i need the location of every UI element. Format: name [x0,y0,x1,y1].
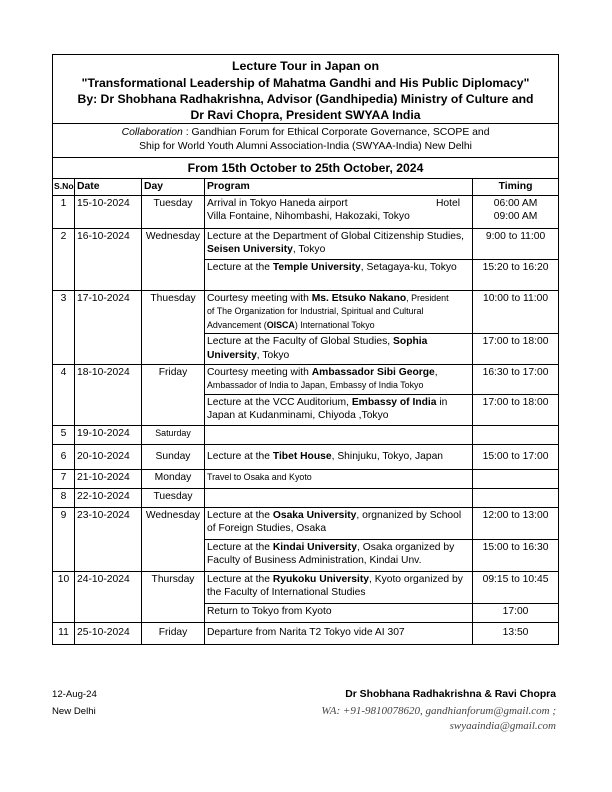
table-row [53,290,559,334]
row-program [205,507,473,539]
table-row [53,571,559,603]
venue-name: Kindai University [272,541,357,553]
row-timing [473,469,559,488]
row-date: 18-10-2024 [75,364,142,425]
table-row [53,507,559,539]
table-row [53,488,559,507]
person-name: Ambassador Sibi George [311,366,435,378]
row-sno: 7 [53,469,75,488]
collaboration-label: Collaboration [121,127,183,138]
row-sno: 2 [53,228,75,290]
row-day: Monday [142,469,205,488]
col-program: Program [205,179,473,196]
row-day: Wednesday [142,507,205,571]
row-timing: 12:00 to 13:00 [473,507,559,539]
program-text: Lecture at the [207,573,273,585]
program-text: Courtesy meeting with [207,366,312,378]
program-text: , orgnanized by School of Foreign Studies, Osaka [207,509,462,535]
row-timing: 09:15 to 10:45 [473,571,559,603]
row-sno: 3 [53,290,75,364]
row-timing: 15:20 to 16:20 [473,259,559,290]
row-timing: 15:00 to 17:00 [473,444,559,469]
row-day: Tuesday [142,195,205,228]
footer-contact-line-1: WA: +91-9810078620, gandhianforum@gmail.com ; [321,705,556,717]
footer-date-place [52,688,97,718]
row-program [205,290,473,334]
venue-name: Ryukoku University [272,573,369,585]
program-text: Ambassador of India to Japan, Embassy of India Tokyo [207,380,424,391]
row-date: 20-10-2024 [75,444,142,469]
row-timing: 13:50 [473,622,559,644]
row-date: 25-10-2024 [75,622,142,644]
program-text: , [434,366,438,378]
row-program [205,425,473,444]
row-program [205,539,473,571]
col-timing: Timing [473,179,559,196]
program-text: , Osaka organized by Faculty of Business Administration, Kindai Unv. [207,541,455,567]
row-day: Friday [142,364,205,425]
program-text: , Tokyo [292,244,326,256]
byline-2: Dr Ravi Chopra, President SWYAA India [53,107,559,124]
program-text: , Shinjuku, Tokyo, Japan [331,450,444,462]
date-range: From 15th October to 25th October, 2024 [53,158,559,179]
venue-name: Osaka University [272,509,357,521]
row-sno: 8 [53,488,75,507]
col-sno: S.No [53,179,75,196]
row-program [205,488,473,507]
timing-text: 09:00 AM [493,211,538,223]
row-program [205,394,473,425]
row-program [205,228,473,259]
program-text: Arrival in Tokyo Haneda airport [207,197,348,209]
program-text: , Setagaya-ku, Tokyo [360,261,457,273]
program-text: , President [406,292,449,303]
program-text: Lecture at the [207,261,273,273]
venue-name: Temple University [272,261,361,273]
row-sno: 6 [53,444,75,469]
venue-name: Tibet House [272,450,332,462]
venue-name: Embassy of India [351,396,437,408]
table-row [53,469,559,488]
table-row [53,364,559,394]
row-date: 17-10-2024 [75,290,142,364]
table-row [53,195,559,228]
col-day: Day [142,179,205,196]
footer-contact-line-2: swyaaindia@gmail.com [449,720,556,732]
footer-names: Dr Shobhana Radhakrishna & Ravi Chopra [345,689,556,700]
footer-place: New Delhi [52,706,96,717]
row-day: Tuesday [142,488,205,507]
row-date: 22-10-2024 [75,488,142,507]
col-date: Date [75,179,142,196]
program-text: , Kyoto organized by the Faculty of International Studies [207,573,463,599]
program-text: Lecture at the Department of Global Citizenship Studies, [207,230,464,242]
row-program: Departure from Narita T2 Tokyo vide AI 307 [205,622,473,644]
row-program [205,444,473,469]
program-text: Villa Fontaine, Nihombashi, Hakozaki, Tokyo [207,211,410,223]
row-date: 21-10-2024 [75,469,142,488]
row-program: Travel to Osaka and Kyoto [205,469,473,488]
program-text: , Tokyo [256,349,290,361]
row-date: 19-10-2024 [75,425,142,444]
collaboration-text-1: : Gandhian Forum for Ethical Corporate Governance, SCOPE and [185,127,490,138]
program-text: Lecture at the VCC Auditorium, [207,396,352,408]
collaboration-text-2: Ship for World Youth Alumni Association-India (SWYAA-India) New Delhi [139,141,472,152]
row-sno: 9 [53,507,75,571]
program-text: Lecture at the [207,509,273,521]
itinerary-table [52,54,559,645]
program-text: Courtesy meeting with [207,292,312,304]
row-timing: 17:00 to 18:00 [473,334,559,364]
row-day: Wednesday [142,228,205,290]
lecture-subtitle: "Transformational Leadership of Mahatma Gandhi and His Public Diplomacy" [53,75,559,91]
row-date: 15-10-2024 [75,195,142,228]
row-date: 23-10-2024 [75,507,142,571]
venue-name: Sophia University [207,336,428,361]
row-program [205,259,473,290]
row-program: Return to Tokyo from Kyoto [205,603,473,622]
timing-text: 06:00 AM [493,197,538,209]
row-sno: 4 [53,364,75,425]
row-timing: 17:00 [473,603,559,622]
row-sno: 10 [53,571,75,622]
footer-date: 12-Aug-24 [52,689,97,700]
row-timing: 9:00 to 11:00 [473,228,559,259]
table-row [53,425,559,444]
row-day: Saturday [142,425,205,444]
row-timing [473,425,559,444]
table-row [53,444,559,469]
program-text: Lecture at the [207,450,273,462]
footer-contact [256,704,556,734]
program-text: Hotel [435,197,460,209]
person-name: Ms. Etsuko Nakano [311,292,407,304]
row-date: 16-10-2024 [75,228,142,290]
row-day: Thuesday [142,290,205,364]
byline-1: By: Dr Shobhana Radhakrishna, Advisor (Gandhipedia) Ministry of Culture and [53,91,559,107]
row-day: Friday [142,622,205,644]
row-timing: 15:00 to 16:30 [473,539,559,571]
venue-name: Seisen University [207,244,293,256]
program-text: in Japan at Kudanminami, Chiyoda ,Tokyo [207,396,448,422]
table-row [53,622,559,644]
row-program [205,571,473,603]
row-day: Sunday [142,444,205,469]
row-date: 24-10-2024 [75,571,142,622]
program-text: Lecture at the [207,541,273,553]
collaboration-block [53,124,559,158]
page-title: Lecture Tour in Japan on [53,55,559,76]
row-timing: 16:30 to 17:00 [473,364,559,394]
table-header-row [53,179,559,196]
row-sno: 1 [53,195,75,228]
row-timing [473,195,559,228]
itinerary-sheet [52,54,558,645]
row-day: Thursday [142,571,205,622]
program-text: of The Organization for Industrial, Spiritual and Cultural Advancement ( [207,306,424,330]
table-row [53,228,559,259]
program-text: Lecture at the Faculty of Global Studies, [207,336,394,348]
program-text: ) International Tokyo [294,319,375,330]
org-abbrev: OISCA [266,319,295,330]
row-timing: 17:00 to 18:00 [473,394,559,425]
row-program [205,364,473,394]
row-sno: 11 [53,622,75,644]
row-sno: 5 [53,425,75,444]
row-timing [473,488,559,507]
row-timing: 10:00 to 11:00 [473,290,559,334]
row-program [205,334,473,364]
row-program [205,195,473,228]
